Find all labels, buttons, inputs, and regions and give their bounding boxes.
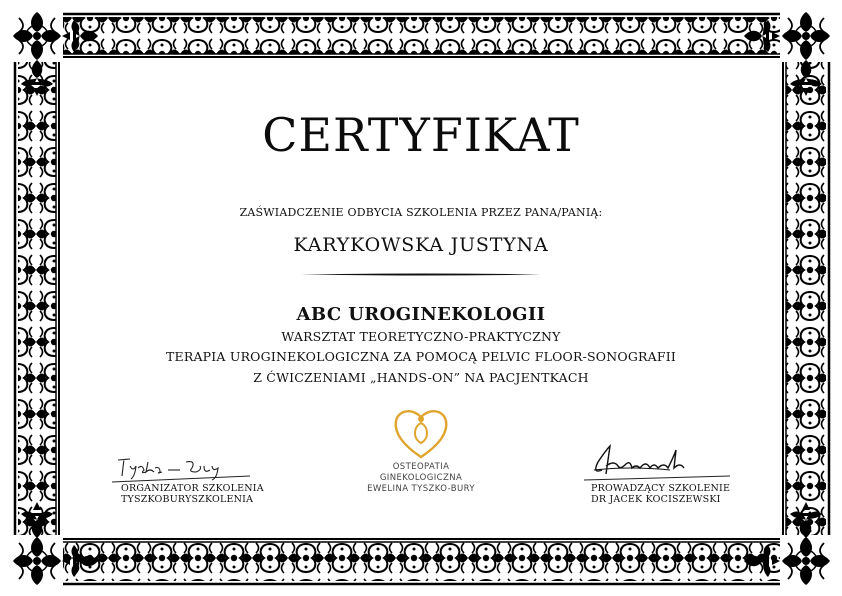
logo-caption (330, 462, 512, 495)
organizer-entity: TYSZKOBURYSZKOLENIA (121, 494, 254, 505)
heart-logo-icon (391, 405, 451, 460)
certificate-title: CERTYFIKAT (262, 108, 580, 162)
instructor-block (591, 483, 771, 505)
course-subtitle-2: TERAPIA UROGINEKOLOGICZNA ZA POMOCĄ PELVIC FLOOR-SONOGRAFII (165, 349, 677, 364)
course-subtitle-3: Z ĆWICZENIAMI „HANDS-ON” NA PACJENTKACH (253, 370, 589, 385)
recipient-name: KARYKOWSKA JUSTYNA (293, 234, 549, 256)
instructor-role: PROWADZĄCY SZKOLENIE (591, 483, 731, 494)
course-subtitle-1: WARSZTAT TEORETYCZNO-PRAKTYCZNY (281, 329, 561, 344)
intro-text: ZAŚWIADCZENIE ODBYCIA SZKOLENIA PRZEZ PANA/PANIĄ: (239, 206, 603, 219)
organizer-role: ORGANIZATOR SZKOLENIA (121, 483, 264, 494)
logo-line-1: OSTEOPATIA (392, 462, 450, 472)
logo-line-2: GINEKOLOGICZNA (379, 473, 463, 483)
instructor-signature (580, 440, 750, 488)
organizer-block (121, 483, 301, 505)
course-title: ABC UROGINEKOLOGII (296, 304, 546, 325)
name-underline (301, 273, 541, 276)
logo-line-3: EWELINA TYSZKO-BURY (367, 484, 475, 494)
instructor-name: DR JACEK KOCISZEWSKI (591, 494, 721, 505)
